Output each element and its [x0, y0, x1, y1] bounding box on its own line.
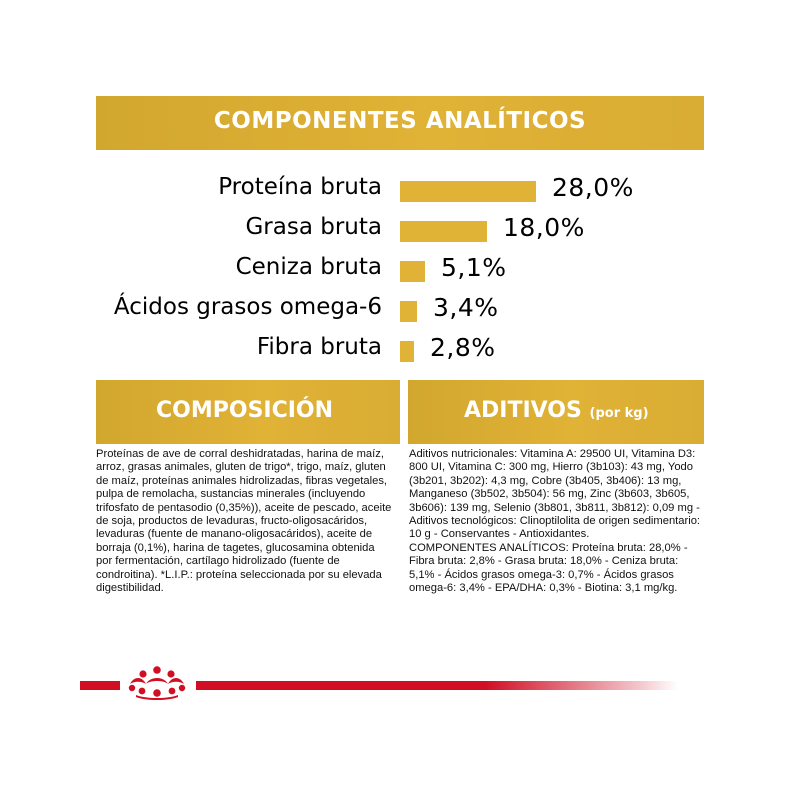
- footer-red-line-left: [80, 681, 120, 690]
- royal-canin-crown-icon: [124, 662, 190, 702]
- additives-text: Aditivos nutricionales: Vitamina A: 29500 UI, Vitamina D3: 800 UI, Vitamina C: 300 mg, Hierro (3b103): 43 mg, Yodo (3b201, 3b202): 4,3 mg, Cobre (3b405, 3b406): 13 mg, Manganeso (3b502, 3b504): 56 mg, Zinc (3b603, 3b605, 3b606): 139 mg, Selenio (3b801, 3b811, 3b812): 0,09 mg - Aditivos tecnológicos: Clinoptilolita de origen sedimentario: 10 g - Conservantes - Antioxidantes.: [409, 448, 701, 541]
- nutrient-label: Ácidos grasos omega-6: [113, 294, 382, 320]
- nutrient-bar: [400, 221, 487, 242]
- nutrient-value: 28,0%: [552, 173, 634, 202]
- composition-text-block: [96, 448, 392, 595]
- footer-red-line-right: [196, 681, 678, 690]
- additives-analytical-text: COMPONENTES ANALÍTICOS: Proteína bruta: 28,0% - Fibra bruta: 2,8% - Grasa bruta: 18,0% - Ceniza bruta: 5,1% - Ácidos grasos omega-3: 0,7% - Ácidos grasos omega-6: 3,4% - EPA/DHA: 0,3% - Biotina: 3,1 mg/kg.: [409, 541, 688, 595]
- composition-title: COMPOSICIÓN: [156, 398, 334, 423]
- composition-text: Proteínas de ave de corral deshidratadas, harina de maíz, arroz, grasas animales, gluten de trigo*, trigo, maíz, gluten de maíz, proteínas animales hidrolizadas, fibras vegetales, pulpa de remolacha, sustancias minerales (incluyendo trifosfato de pentasodio (0,35%)), aceite de pescado, aceite de soja, productos de levaduras, fructo-oligosacáridos, levaduras (fuente de manano-oligosacáridos), aceite de borraja (0,1%), harina de tagetes, glucosamina obtenida por fermentación, cartílago hidrolizado (fuente de condroitina). *L.I.P.: proteína seleccionada por su elevada digestibilidad.: [96, 448, 392, 595]
- nutrient-value: 18,0%: [503, 213, 585, 242]
- nutrient-value: 5,1%: [441, 253, 507, 282]
- nutrient-label: Ceniza bruta: [235, 254, 382, 280]
- nutrient-row-ash: [0, 252, 800, 288]
- nutrient-bar: [400, 301, 417, 322]
- nutrient-row-omega6: [0, 292, 800, 328]
- analytical-components-banner: [96, 96, 704, 150]
- additives-text-block: [409, 448, 701, 595]
- nutrient-bar: [400, 261, 425, 282]
- nutrient-bar: [400, 181, 536, 202]
- nutrient-row-fiber: [0, 332, 800, 368]
- additives-title: ADITIVOS: [464, 398, 582, 423]
- nutrient-label: Fibra bruta: [256, 334, 382, 360]
- nutrient-label: Grasa bruta: [245, 214, 382, 240]
- nutrient-label: Proteína bruta: [218, 174, 382, 200]
- composition-banner: [96, 380, 400, 444]
- nutrient-bar: [400, 341, 414, 362]
- additives-banner: [408, 380, 704, 444]
- nutrient-value: 3,4%: [433, 293, 499, 322]
- nutrient-row-fat: [0, 212, 800, 248]
- additives-title-wrap: [464, 398, 649, 423]
- nutrient-row-protein: [0, 172, 800, 208]
- analytical-components-title: COMPONENTES ANALÍTICOS: [213, 108, 587, 134]
- nutrient-value: 2,8%: [430, 333, 496, 362]
- additives-subtitle: (por kg): [589, 406, 649, 421]
